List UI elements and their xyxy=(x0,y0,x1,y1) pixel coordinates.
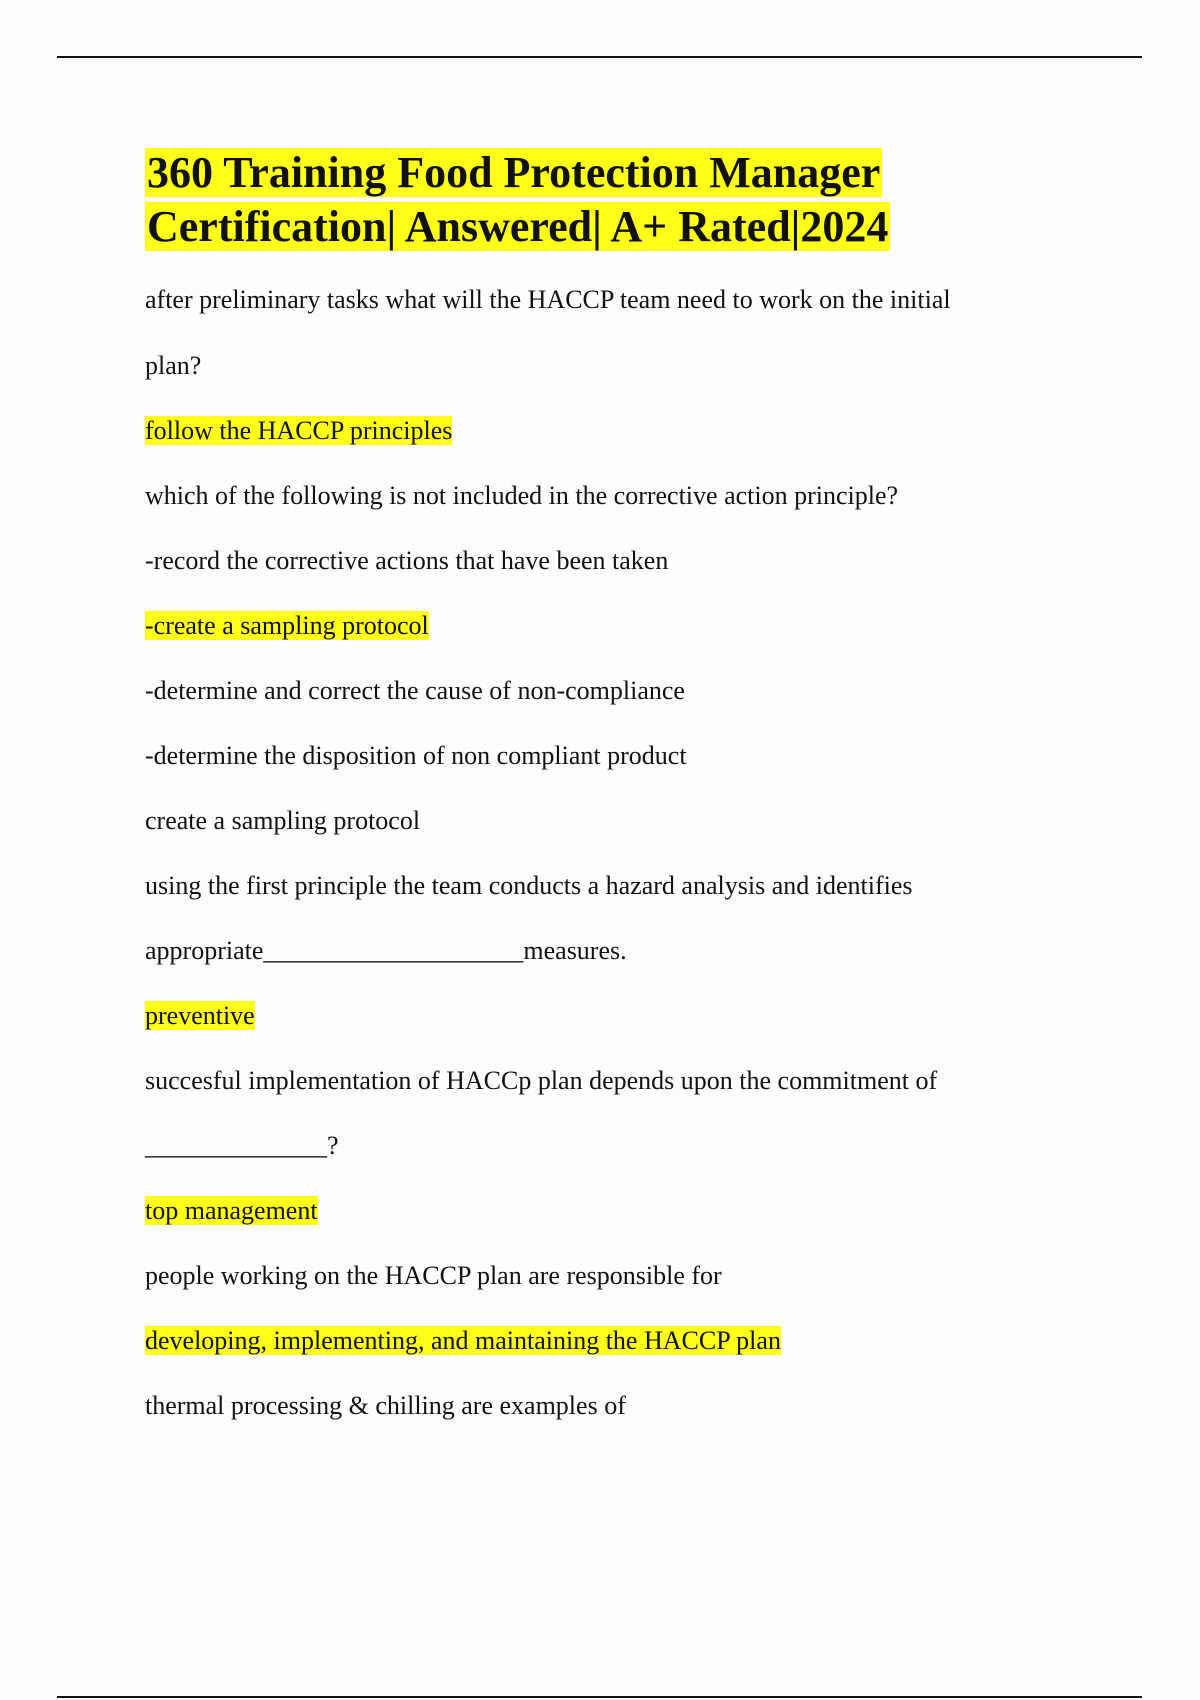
top-rule xyxy=(57,56,1142,58)
answer-text: follow the HACCP principles xyxy=(145,416,453,445)
answer-text: developing, implementing, and maintaining the HACCP plan xyxy=(145,1326,781,1355)
answer-option-text: -create a sampling protocol xyxy=(145,611,429,640)
question-text: after preliminary tasks what will the HACCP team need to work on the initial xyxy=(145,285,951,314)
option-text: -determine the disposition of non compliant product xyxy=(145,741,687,770)
question-text: which of the following is not included in the corrective action principle? xyxy=(145,481,899,510)
question-text: appropriate____________________measures. xyxy=(145,936,627,965)
title-line-2: Certification| Answered| A+ Rated|2024 xyxy=(147,202,889,251)
document-title xyxy=(145,146,890,254)
bottom-rule xyxy=(57,1696,1142,1698)
title-line-1: 360 Training Food Protection Manager xyxy=(147,148,881,197)
option-text: -record the corrective actions that have been taken xyxy=(145,546,669,575)
question-text: plan? xyxy=(145,351,202,380)
question-text: thermal processing & chilling are examples of xyxy=(145,1391,626,1420)
answer-text: top management xyxy=(145,1196,318,1225)
question-text: people working on the HACCP plan are responsible for xyxy=(145,1261,722,1290)
option-text: -determine and correct the cause of non-compliance xyxy=(145,676,685,705)
question-text: succesful implementation of HACCp plan depends upon the commitment of xyxy=(145,1066,938,1095)
body-text: create a sampling protocol xyxy=(145,806,421,835)
question-text: ______________? xyxy=(145,1131,339,1160)
question-text: using the first principle the team conducts a hazard analysis and identifies xyxy=(145,871,913,900)
answer-text: preventive xyxy=(145,1001,255,1030)
